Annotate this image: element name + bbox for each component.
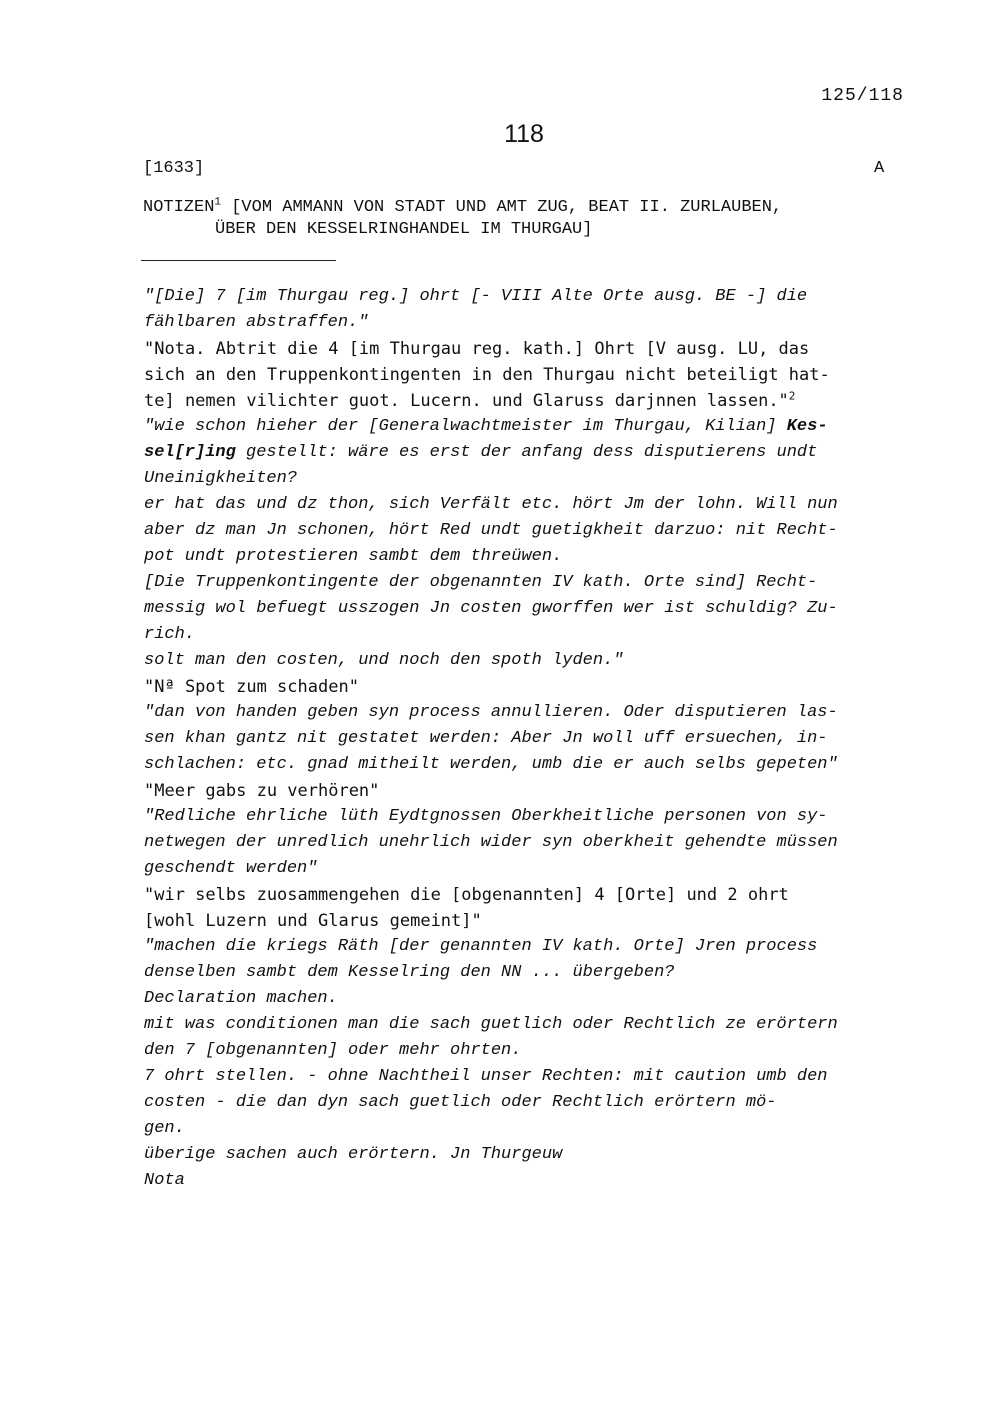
heading-divider [141,260,336,261]
text-line: aber dz man Jn schonen, hört Red undt guetigkheit darzuo: nit Recht- [144,521,838,540]
text-line: den 7 [obgenannten] oder mehr ohrten. [144,1041,522,1060]
text-line: messig wol befuegt usszogen Jn costen gworffen wer ist schuldig? Zu- [144,599,838,618]
text-line [144,440,924,466]
text-line: fählbaren abstraffen." [144,313,369,332]
text-line: überige sachen auch erörtern. Jn Thurgeuw [144,1145,563,1164]
heading-line-2: ÜBER DEN KESSELRINGHANDEL IM THURGAU] [215,220,593,239]
text-line: "Nª Spot zum schaden" [144,677,359,697]
text-line: "dan von handen geben syn process annullieren. Oder disputieren las- [144,703,838,722]
text-line: costen - die dan dyn sach guetlich oder Rechtlich erörtern mö- [144,1093,777,1112]
text-line: denselben sambt dem Kesselring den NN ... übergeben? [144,963,675,982]
text-line: pot undt protestieren sambt dem threüwen. [144,547,563,566]
text-line: gen. [144,1119,185,1138]
text-line: Nota [144,1171,185,1190]
footnote-marker: 2 [788,389,796,403]
text-span: "wie schon hieher der [Generalwachtmeister im Thurgau, Kilian] [144,417,787,436]
page-reference: 125/118 [821,86,904,106]
text-line [144,414,924,440]
text-line: "machen die kriegs Räth [der genannten IV kath. Orte] Jren process [144,937,818,956]
text-line: solt man den costen, und noch den spoth lyden." [144,651,624,670]
text-line: er hat das und dz thon, sich Verfält etc. hört Jm der lohn. Will nun [144,495,838,514]
heading-title-start: NOTIZEN [143,198,215,217]
name-emphasis: Kes- [786,417,828,436]
heading-line-1 [143,197,782,219]
text-line: schlachen: etc. gnad mitheilt werden, umb die er auch selbs gepeten" [144,755,838,774]
document-heading [143,197,782,241]
text-line: rich. [144,625,196,644]
text-line: mit was conditionen man die sach guetlich oder Rechtlich ze erörtern [144,1015,838,1034]
heading-title-rest: [VOM AMMANN VON STADT UND AMT ZUG, BEAT II. ZURLAUBEN, [221,198,783,217]
text-line: Declaration machen. [144,989,338,1008]
text-line: geschendt werden" [144,859,318,878]
text-line: sich an den Truppenkontingenten in den Thurgau nicht beteiligt hat- [144,365,830,385]
text-span: te] nemen vilichter guot. Lucern. und Glaruss darjnnen lassen." [144,391,789,411]
document-body [144,284,924,1194]
name-emphasis: sel[r]ing [144,443,236,462]
text-line: [wohl Luzern und Glarus gemeint]" [144,911,482,931]
document-version-letter: A [874,159,885,178]
text-line: Uneinigkheiten? [144,469,298,488]
text-line: "Nota. Abtrit die 4 [im Thurgau reg. kath.] Ohrt [V ausg. LU, das [144,339,810,359]
text-line: "Redliche ehrliche lüth Eydtgnossen Oberkheitliche personen von sy- [144,807,828,826]
text-line: "[Die] 7 [im Thurgau reg.] ohrt [- VIII Alte Orte ausg. BE -] die [144,287,808,306]
text-line: sen khan gantz nit gestatet werden: Aber Jn woll uff ersuechen, in- [144,729,828,748]
text-line: netwegen der unredlich unehrlich wider syn oberkheit gehendte müssen [144,833,838,852]
text-line: "Meer gabs zu verhören" [144,781,380,801]
text-span: gestellt: wäre es erst der anfang dess disputierens undt [235,443,818,462]
footnote-marker: 1 [214,196,222,209]
document-number: 118 [504,120,544,148]
text-line: [Die Truppenkontingente der obgenannten IV kath. Orte sind] Recht- [144,573,818,592]
text-line: "wir selbs zuosammengehen die [obgenannten] 4 [Orte] und 2 ohrt [144,885,789,905]
document-date: [1633] [143,159,205,178]
text-line: 7 ohrt stellen. - ohne Nachtheil unser Rechten: mit caution umb den [144,1067,828,1086]
text-line [144,388,924,414]
